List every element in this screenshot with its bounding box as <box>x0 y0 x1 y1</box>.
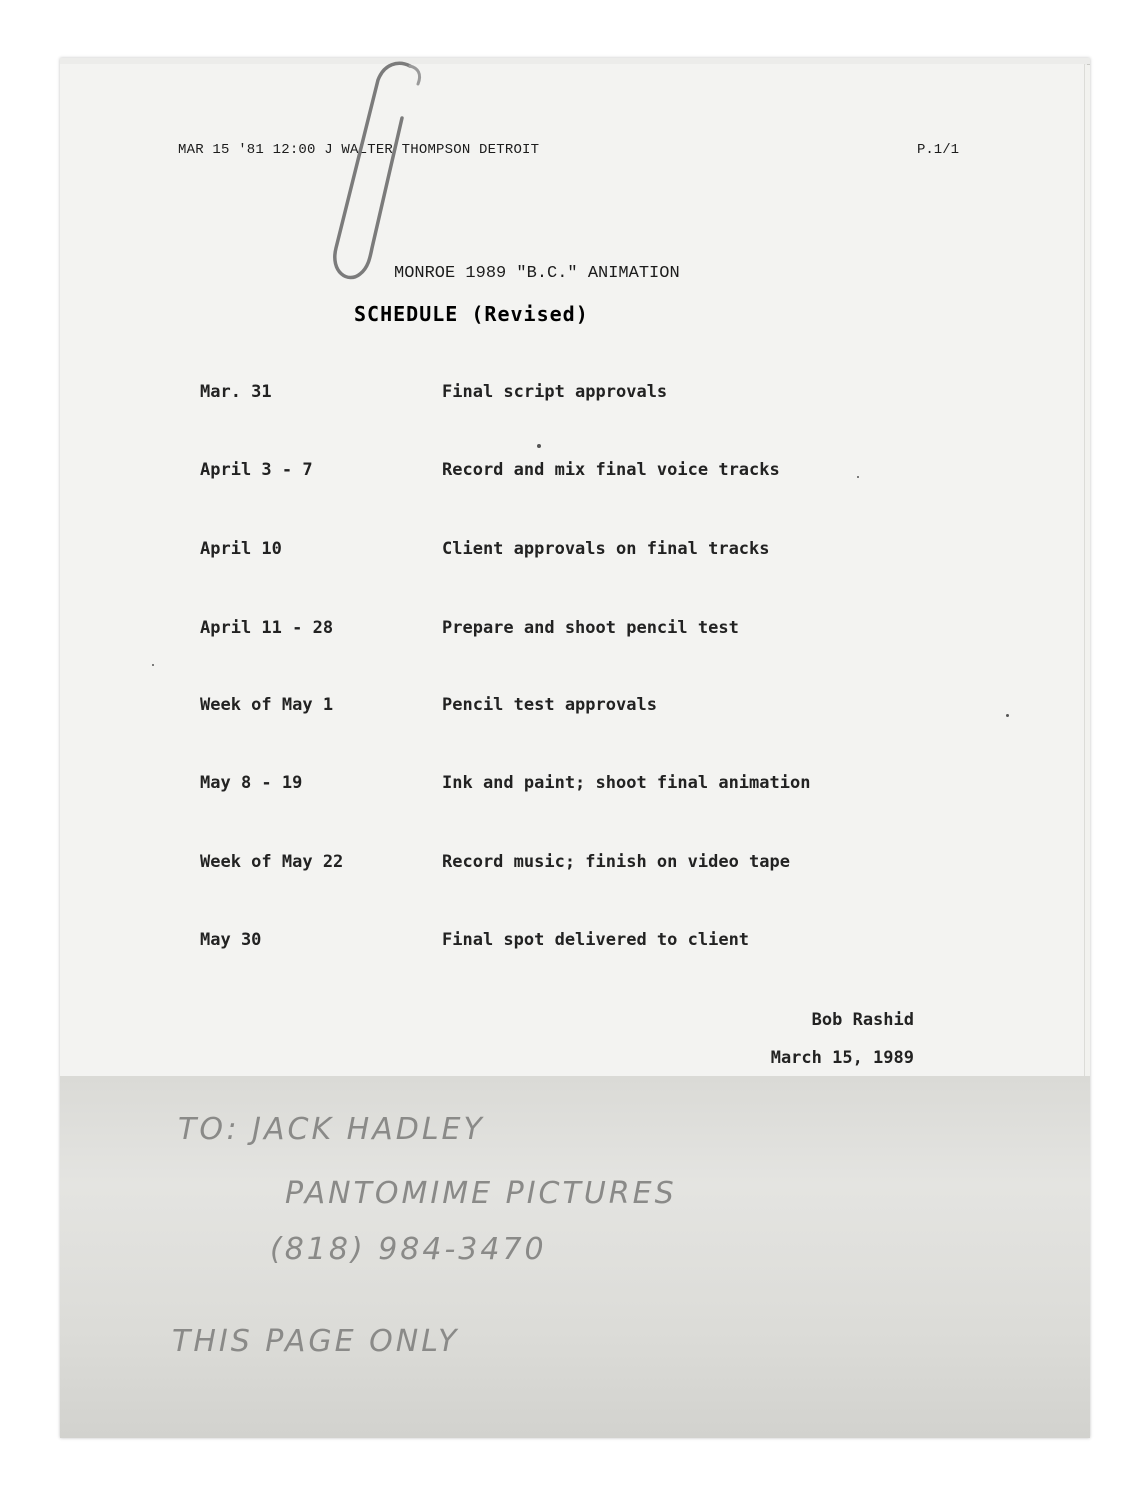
schedule-task: Record music; finish on video tape <box>442 852 790 872</box>
schedule-task: Final script approvals <box>442 382 668 402</box>
schedule-task: Final spot delivered to client <box>442 930 750 950</box>
ink-speck <box>537 444 541 448</box>
note-phone: (818) 984-3470 <box>270 1232 547 1267</box>
fax-header: MAR 15 '81 12:00 J WALTER THOMPSON DETROIT <box>178 142 540 158</box>
schedule-task: Pencil test approvals <box>442 695 657 715</box>
note-instruction: THIS PAGE ONLY <box>172 1324 460 1359</box>
fax-sheet <box>60 64 1085 1076</box>
paper-clip-icon <box>318 58 428 288</box>
signature-name: Bob Rashid <box>811 1010 914 1030</box>
ink-speck <box>1006 714 1009 717</box>
schedule-date: April 11 - 28 <box>200 618 334 638</box>
note-company: PANTOMIME PICTURES <box>285 1176 677 1211</box>
schedule-date: May 8 - 19 <box>200 773 303 793</box>
schedule-task: Prepare and shoot pencil test <box>442 618 739 638</box>
handwritten-note-area <box>60 1076 1090 1438</box>
schedule-date: Week of May 1 <box>200 695 334 715</box>
fax-page-number: P.1/1 <box>917 142 960 158</box>
document-title: MONROE 1989 "B.C." ANIMATION <box>394 264 680 283</box>
ink-speck <box>857 476 859 478</box>
schedule-date: Mar. 31 <box>200 382 272 402</box>
document-subtitle: SCHEDULE (Revised) <box>354 302 589 326</box>
schedule-date: April 10 <box>200 539 282 559</box>
schedule-date: May 30 <box>200 930 262 950</box>
signature-date: March 15, 1989 <box>770 1048 914 1068</box>
schedule-task: Record and mix final voice tracks <box>442 460 780 480</box>
schedule-date: Week of May 22 <box>200 852 344 872</box>
schedule-task: Client approvals on final tracks <box>442 539 770 559</box>
ink-speck <box>152 664 154 666</box>
document-page <box>60 58 1090 1438</box>
schedule-task: Ink and paint; shoot final animation <box>442 773 811 793</box>
schedule-date: April 3 - 7 <box>200 460 313 480</box>
note-recipient: TO: JACK HADLEY <box>178 1112 485 1147</box>
